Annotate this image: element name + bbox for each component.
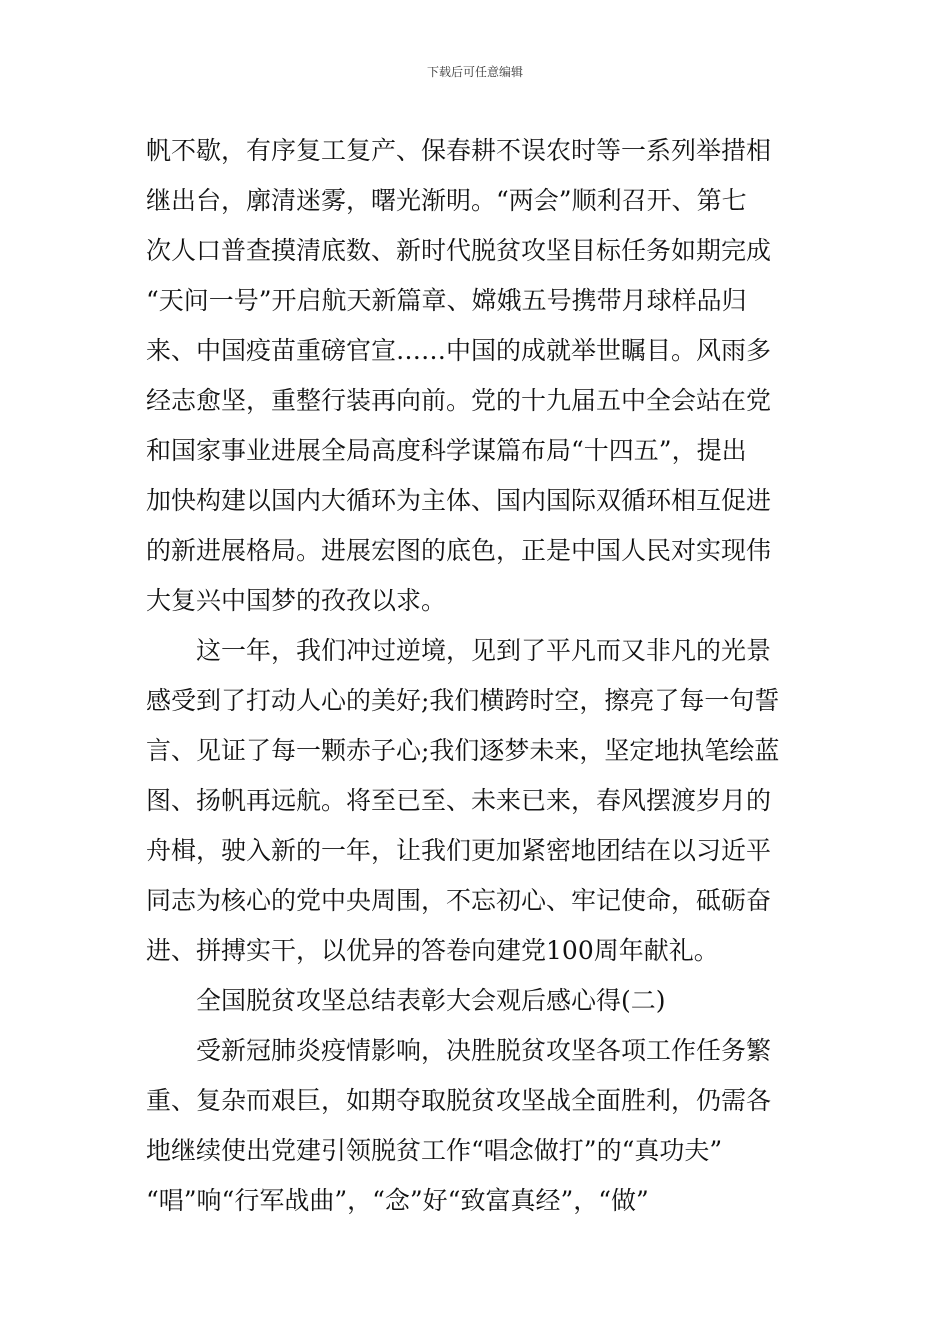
document-body	[146, 126, 806, 1226]
text-line: 继出台，廓清迷雾，曙光渐明。“两会”顺利召开、第七	[146, 186, 747, 215]
text-line: 来、中国疫苗重磅官宣……中国的成就举世瞩目。风雨多	[146, 336, 772, 365]
text-line: 大复兴中国梦的孜孜以求。	[146, 586, 447, 615]
text-line: 言、见证了每一颗赤子心;我们逐梦未来，坚定地执笔绘蓝	[146, 736, 780, 765]
text-line: 次人口普查摸清底数、新时代脱贫攻坚目标任务如期完成	[146, 236, 772, 265]
text-line: 重、复杂而艰巨，如期夺取脱贫攻坚战全面胜利，仍需各	[146, 1086, 772, 1115]
text-line: “天问一号”开启航天新篇章、嫦娥五号携带月球样品归	[146, 286, 747, 315]
page-header: 下载后可任意编辑	[426, 65, 523, 79]
text-line: 地继续使出党建引领脱贫工作“唱念做打”的“真功夫”	[146, 1136, 723, 1165]
text-line: 和国家事业进展全局高度科学谋篇布局“十四五”，提出	[146, 436, 747, 465]
text-line: 进、拼搏实干，以优异的答卷向建党100周年献礼。	[146, 936, 719, 965]
text-line: 的新进展格局。进展宏图的底色，正是中国人民对实现伟	[146, 536, 772, 565]
text-line: 感受到了打动人心的美好;我们横跨时空，擦亮了每一句誓	[146, 686, 780, 715]
text-line: “唱”响“行军战曲”，“念”好“致富真经”，“做”	[146, 1186, 649, 1215]
text-line: 同志为核心的党中央周围，不忘初心、牢记使命，砥砺奋	[146, 886, 772, 915]
text-line: 加快构建以国内大循环为主体、国内国际双循环相互促进	[146, 486, 772, 515]
text-line: 帆不歇，有序复工复产、保春耕不误农时等一系列举措相	[146, 136, 772, 165]
text-line: 这一年，我们冲过逆境，见到了平凡而又非凡的光景	[196, 636, 772, 665]
text-line: 全国脱贫攻坚总结表彰大会观后感心得(二)	[196, 986, 666, 1015]
text-line: 图、扬帆再远航。将至已至、未来已来，春风摆渡岁月的	[146, 786, 772, 815]
text-line: 受新冠肺炎疫情影响，决胜脱贫攻坚各项工作任务繁	[196, 1036, 772, 1065]
text-line: 舟楫，驶入新的一年，让我们更加紧密地团结在以习近平	[146, 836, 772, 865]
text-line: 经志愈坚，重整行装再向前。党的十九届五中全会站在党	[146, 386, 772, 415]
